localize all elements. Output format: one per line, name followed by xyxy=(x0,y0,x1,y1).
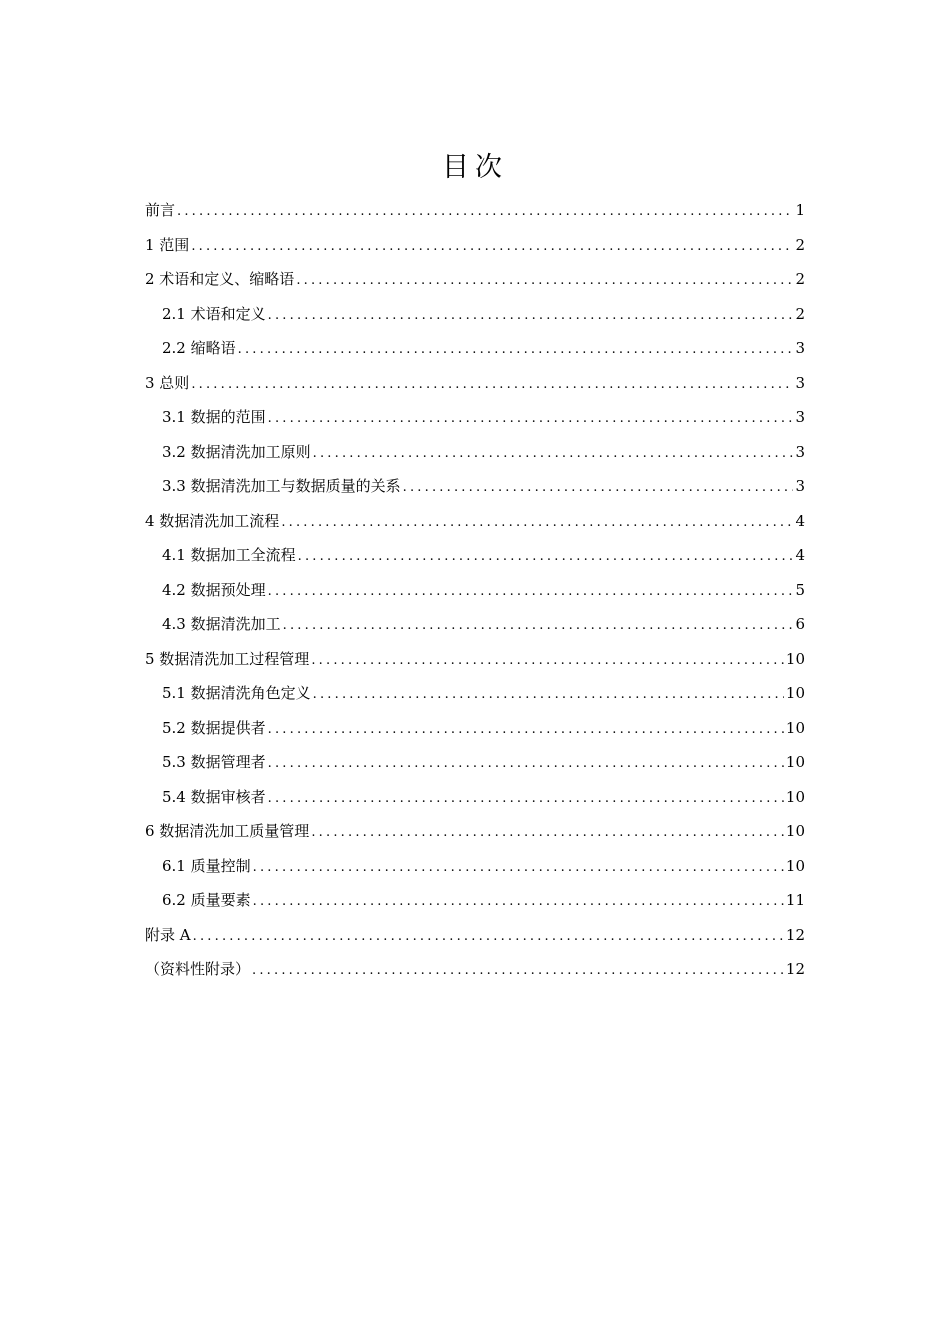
toc-entry[interactable] xyxy=(145,573,805,608)
toc-dot-leader xyxy=(313,678,784,713)
toc-entry-page-number: 10 xyxy=(785,718,805,737)
toc-entry[interactable] xyxy=(145,228,805,263)
toc-entry[interactable] xyxy=(145,331,805,366)
toc-entry-label: 5.4 数据审核者 xyxy=(162,787,266,806)
table-of-contents xyxy=(145,193,805,987)
toc-entry[interactable] xyxy=(145,297,805,332)
toc-entry-page-number: 2 xyxy=(795,235,805,254)
toc-entry[interactable] xyxy=(145,538,805,573)
toc-entry-page-number: 10 xyxy=(785,787,805,806)
toc-dot-leader xyxy=(268,747,784,782)
toc-entry[interactable] xyxy=(145,193,805,228)
toc-entry-page-number: 10 xyxy=(785,649,805,668)
toc-dot-leader xyxy=(268,575,794,610)
toc-dot-leader xyxy=(298,540,794,575)
toc-dot-leader xyxy=(281,506,793,541)
toc-entry-page-number: 3 xyxy=(795,339,805,357)
toc-entry-label: 5.2 数据提供者 xyxy=(162,718,266,737)
toc-dot-leader xyxy=(252,954,784,989)
toc-entry[interactable] xyxy=(145,849,805,884)
toc-dot-leader xyxy=(311,816,784,851)
toc-entry-label: 5 数据清洗加工过程管理 xyxy=(145,649,310,668)
toc-entry-page-number: 10 xyxy=(785,856,805,875)
toc-entry-page-number: 12 xyxy=(785,960,805,978)
toc-entry[interactable] xyxy=(145,745,805,780)
toc-entry-label: 5.3 数据管理者 xyxy=(162,753,266,771)
toc-entry-page-number: 10 xyxy=(785,684,805,702)
toc-dot-leader xyxy=(268,299,794,334)
toc-entry-label: 3.1 数据的范围 xyxy=(162,408,266,426)
toc-entry-page-number: 4 xyxy=(795,511,805,530)
toc-entry-label: 4.2 数据预处理 xyxy=(162,580,266,599)
toc-entry-label: 3.3 数据清洗加工与数据质量的关系 xyxy=(162,477,401,495)
toc-entry[interactable] xyxy=(145,883,805,918)
toc-entry-label: 6.1 质量控制 xyxy=(162,856,251,875)
toc-entry-label: 4.1 数据加工全流程 xyxy=(162,546,296,564)
toc-entry-page-number: 11 xyxy=(785,891,805,909)
toc-dot-leader xyxy=(283,609,794,644)
toc-entry-label: （资料性附录） xyxy=(145,960,251,978)
toc-entry[interactable] xyxy=(145,435,805,470)
toc-dot-leader xyxy=(191,230,793,265)
toc-dot-leader xyxy=(177,195,793,230)
toc-entry-label: 1 范围 xyxy=(145,235,190,254)
toc-entry-page-number: 12 xyxy=(785,925,805,944)
toc-entry-page-number: 10 xyxy=(785,753,805,771)
toc-entry-label: 附录 A xyxy=(145,925,191,944)
toc-entry-label: 前言 xyxy=(145,201,176,219)
toc-entry[interactable] xyxy=(145,952,805,987)
toc-dot-leader xyxy=(193,920,784,955)
toc-dot-leader xyxy=(311,644,784,679)
toc-dot-leader xyxy=(238,333,794,368)
toc-dot-leader xyxy=(268,402,794,437)
toc-title: 目次 xyxy=(442,152,508,183)
toc-entry[interactable] xyxy=(145,642,805,677)
toc-entry-page-number: 3 xyxy=(795,442,805,461)
toc-entry-page-number: 3 xyxy=(795,477,805,495)
toc-dot-leader xyxy=(253,851,784,886)
toc-entry-label: 3.2 数据清洗加工原则 xyxy=(162,442,311,461)
toc-entry-page-number: 1 xyxy=(795,201,805,219)
toc-entry-page-number: 6 xyxy=(795,615,805,633)
toc-dot-leader xyxy=(268,713,784,748)
toc-entry[interactable] xyxy=(145,711,805,746)
toc-dot-leader xyxy=(313,437,794,472)
toc-dot-leader xyxy=(268,782,784,817)
toc-entry-label: 2.2 缩略语 xyxy=(162,339,236,357)
toc-entry-page-number: 10 xyxy=(785,822,805,840)
toc-entry[interactable] xyxy=(145,918,805,953)
toc-entry[interactable] xyxy=(145,780,805,815)
toc-entry-page-number: 2 xyxy=(795,270,805,288)
toc-entry[interactable] xyxy=(145,400,805,435)
toc-entry-label: 4 数据清洗加工流程 xyxy=(145,511,280,530)
toc-entry-page-number: 4 xyxy=(795,546,805,564)
toc-entry-page-number: 3 xyxy=(795,408,805,426)
toc-entry-page-number: 3 xyxy=(795,373,805,392)
toc-entry[interactable] xyxy=(145,676,805,711)
toc-dot-leader xyxy=(296,264,793,299)
toc-entry[interactable] xyxy=(145,504,805,539)
toc-entry-page-number: 5 xyxy=(795,580,805,599)
toc-entry[interactable] xyxy=(145,814,805,849)
toc-entry[interactable] xyxy=(145,366,805,401)
toc-entry-page-number: 2 xyxy=(795,304,805,323)
toc-dot-leader xyxy=(191,368,793,403)
toc-entry-label: 4.3 数据清洗加工 xyxy=(162,615,281,633)
toc-dot-leader xyxy=(403,471,794,506)
toc-dot-leader xyxy=(253,885,784,920)
toc-entry-label: 6 数据清洗加工质量管理 xyxy=(145,822,310,840)
toc-entry-label: 6.2 质量要素 xyxy=(162,891,251,909)
toc-entry[interactable] xyxy=(145,607,805,642)
toc-entry-label: 2 术语和定义、缩略语 xyxy=(145,270,295,288)
toc-entry-label: 2.1 术语和定义 xyxy=(162,304,266,323)
toc-entry[interactable] xyxy=(145,469,805,504)
toc-entry[interactable] xyxy=(145,262,805,297)
toc-entry-label: 3 总则 xyxy=(145,373,190,392)
toc-entry-label: 5.1 数据清洗角色定义 xyxy=(162,684,311,702)
